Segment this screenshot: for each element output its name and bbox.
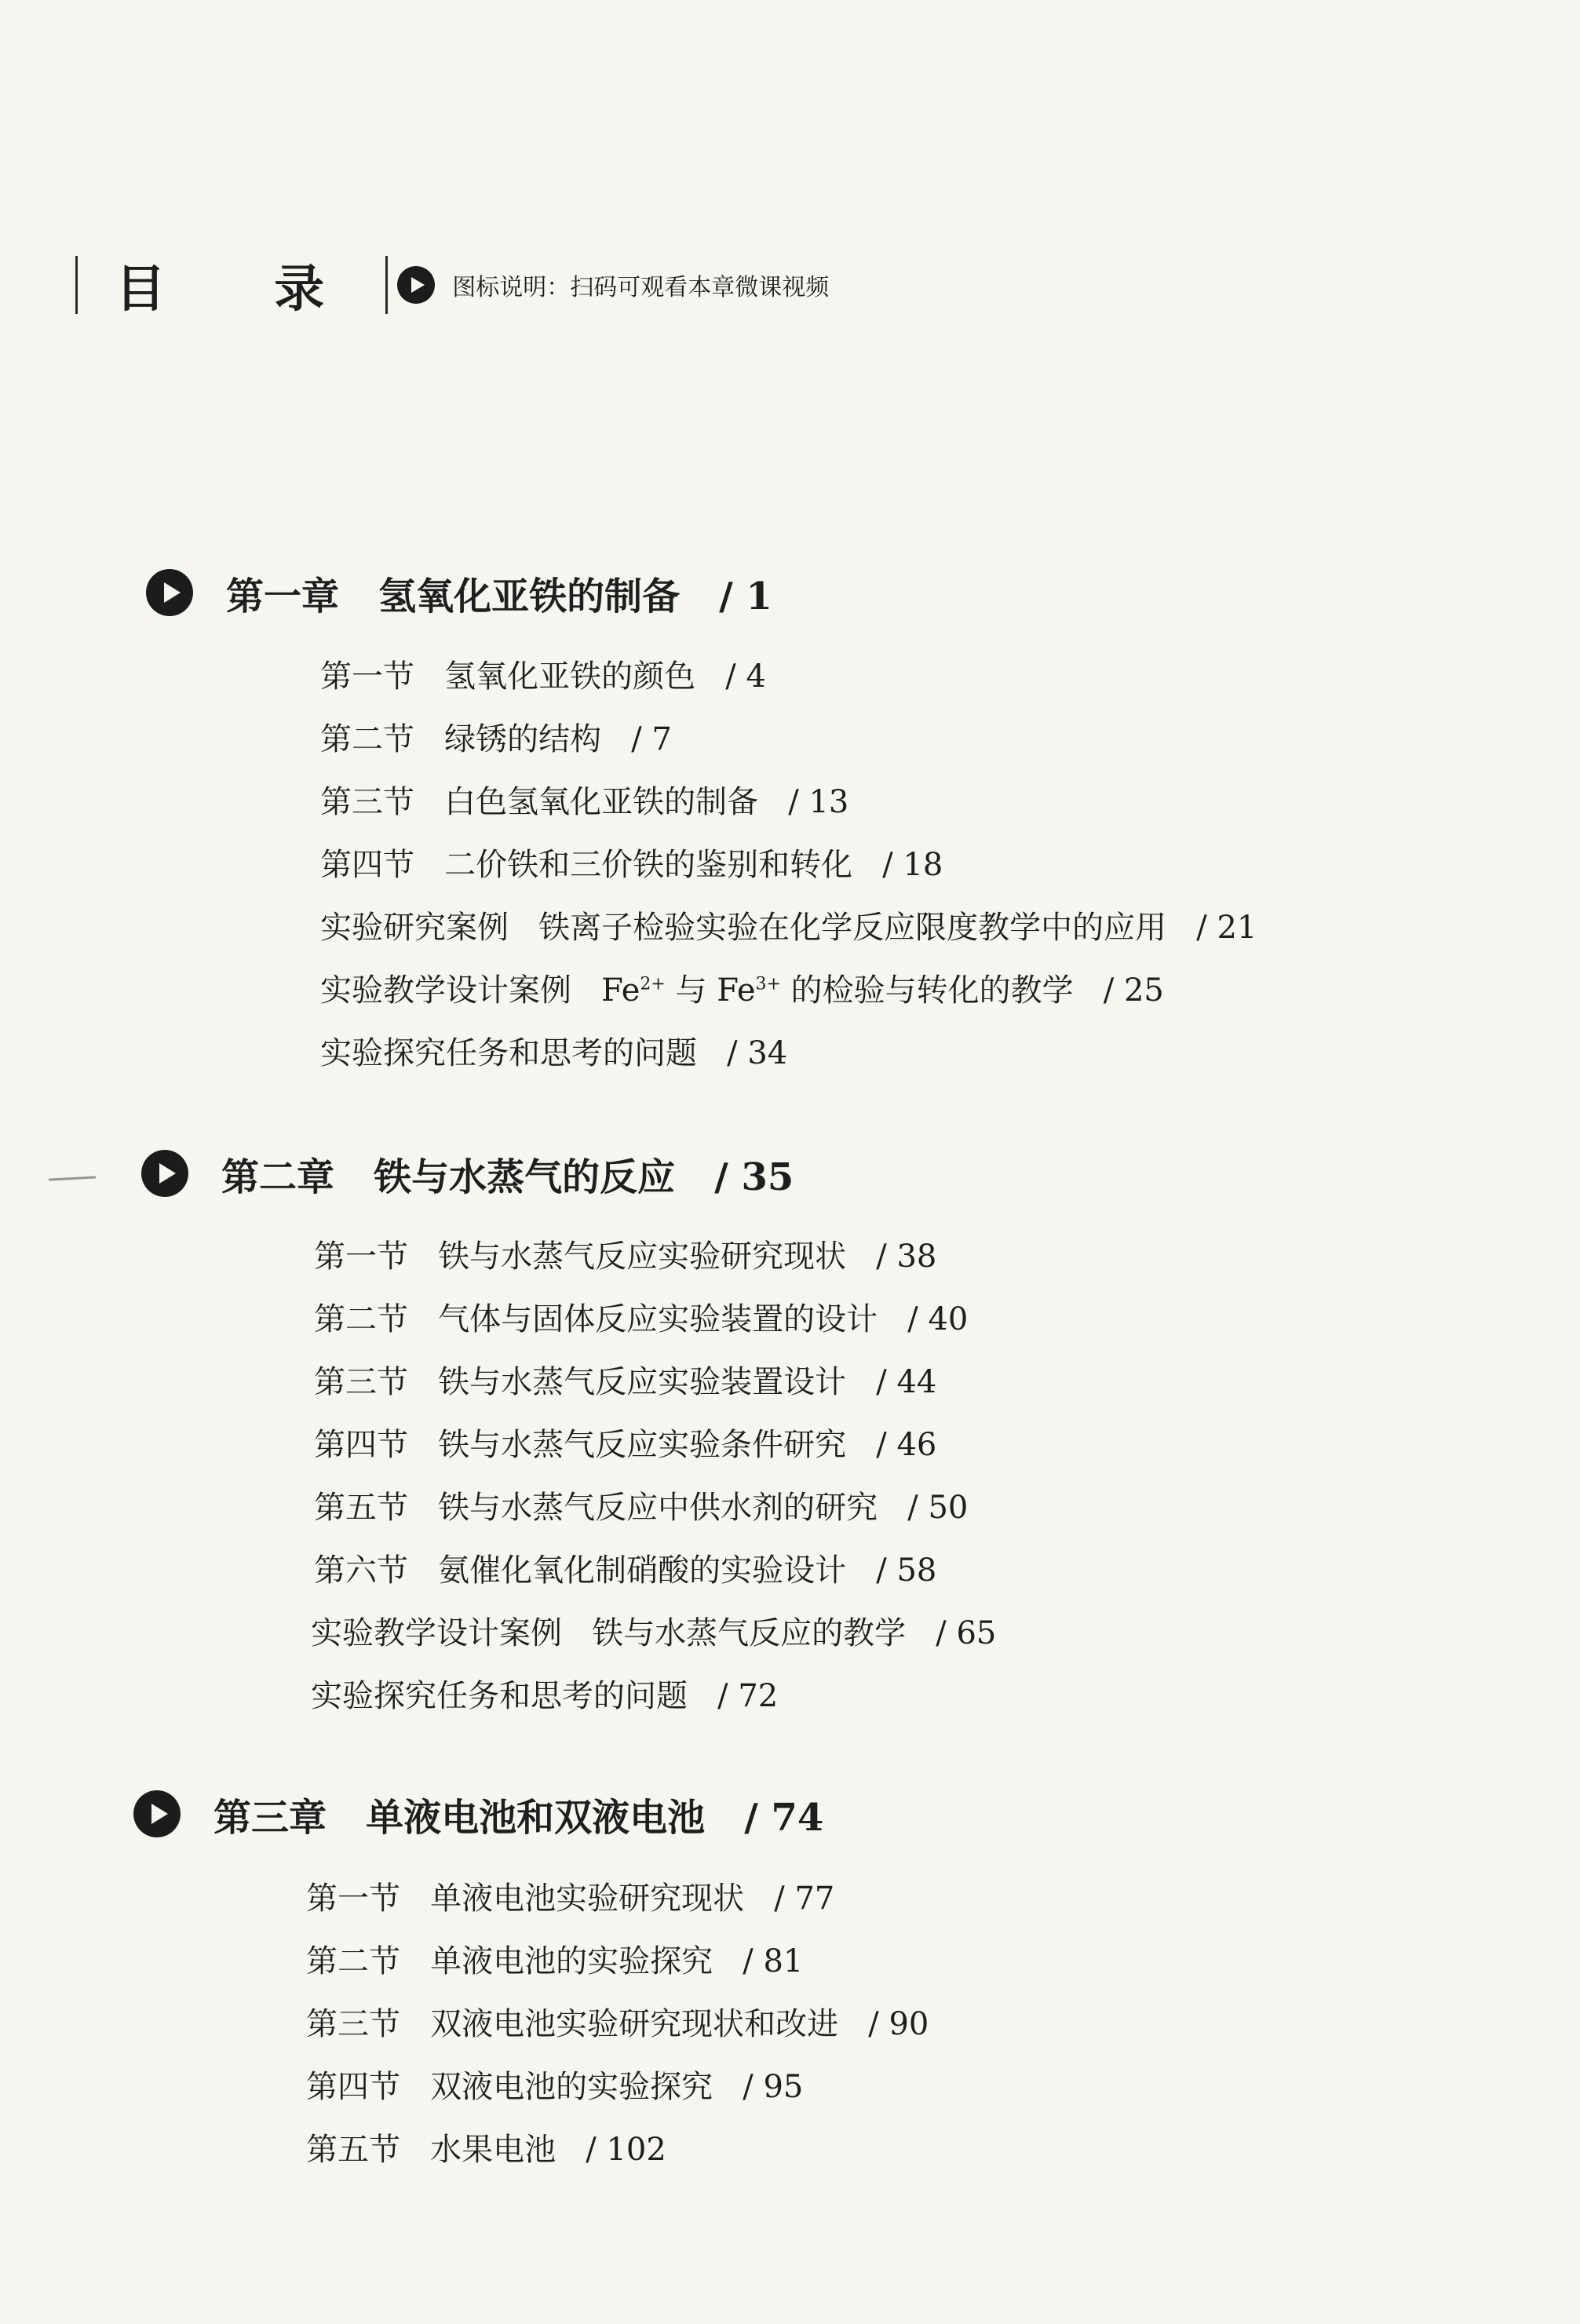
toc-entry[interactable]: 实验教学设计案例 铁与水蒸气反应的教学 / 65 <box>311 1615 997 1651</box>
toc-entry[interactable]: 第一节 铁与水蒸气反应实验研究现状 / 38 <box>314 1239 937 1275</box>
toc-entry[interactable]: 第一节 氢氧化亚铁的颜色 / 4 <box>320 659 766 695</box>
toc-entry[interactable]: 第二节 绿锈的结构 / 7 <box>320 721 672 757</box>
toc-entry[interactable]: 第四节 二价铁和三价铁的鉴别和转化 / 18 <box>320 847 943 883</box>
toc-entry[interactable]: 第四节 双液电池的实验探究 / 95 <box>306 2069 804 2105</box>
chapter-title: 第二章 铁与水蒸气的反应 / 35 <box>221 1155 794 1199</box>
toc-entry[interactable]: 实验探究任务和思考的问题 / 72 <box>311 1678 779 1714</box>
toc-entry[interactable]: 第二节 单液电池的实验探究 / 81 <box>306 1943 804 1979</box>
toc-entry[interactable]: 实验探究任务和思考的问题 / 34 <box>320 1035 788 1071</box>
header-right-bar <box>385 256 388 314</box>
toc-entry[interactable]: 第四节 铁与水蒸气反应实验条件研究 / 46 <box>314 1427 937 1463</box>
toc-entry[interactable]: 实验教学设计案例 $Fe^{2+}$ 与 $Fe^{3+}$ 的检验与转化的教学 / 25 <box>320 972 1164 1009</box>
play-icon[interactable] <box>133 1790 181 1837</box>
toc-entry[interactable]: 第三节 白色氢氧化亚铁的制备 / 13 <box>320 784 849 820</box>
chapter-title: 第一章 氢氧化亚铁的制备 / 1 <box>226 574 772 618</box>
scan-mark <box>49 1176 96 1180</box>
toc-entry[interactable]: 第六节 氨催化氧化制硝酸的实验设计 / 58 <box>314 1552 937 1589</box>
header-left-bar <box>75 256 78 314</box>
play-icon[interactable] <box>141 1150 188 1197</box>
chapter-1-heading[interactable] <box>146 565 772 620</box>
toc-entry[interactable]: 实验研究案例 铁离子检验实验在化学反应限度教学中的应用 / 21 <box>320 910 1257 946</box>
chapter-3-heading[interactable] <box>133 1786 823 1841</box>
toc-entry[interactable]: 第五节 铁与水蒸气反应中供水剂的研究 / 50 <box>314 1490 969 1526</box>
toc-entry[interactable]: 第二节 气体与固体反应实验装置的设计 / 40 <box>314 1301 969 1337</box>
toc-header <box>75 250 829 320</box>
chapter-title: 第三章 单液电池和双液电池 / 74 <box>213 1795 824 1840</box>
legend-text: 图标说明：扫码可观看本章微课视频 <box>452 274 830 301</box>
chapter-page: / 35 <box>714 1155 794 1199</box>
toc-entry[interactable]: 第五节 水果电池 / 102 <box>306 2132 666 2168</box>
page-title: 目 录 <box>115 260 370 319</box>
chapter-page: / 1 <box>719 574 772 618</box>
play-icon[interactable] <box>146 569 193 616</box>
icon-legend <box>397 266 829 304</box>
toc-entry[interactable]: 第三节 双液电池实验研究现状和改进 / 90 <box>306 2006 929 2042</box>
chapter-2-heading[interactable] <box>141 1146 794 1201</box>
chapter-page: / 74 <box>744 1795 824 1840</box>
toc-entry[interactable]: 第三节 铁与水蒸气反应实验装置设计 / 44 <box>314 1364 937 1400</box>
play-icon <box>397 266 435 304</box>
toc-entry[interactable]: 第一节 单液电池实验研究现状 / 77 <box>306 1881 835 1917</box>
